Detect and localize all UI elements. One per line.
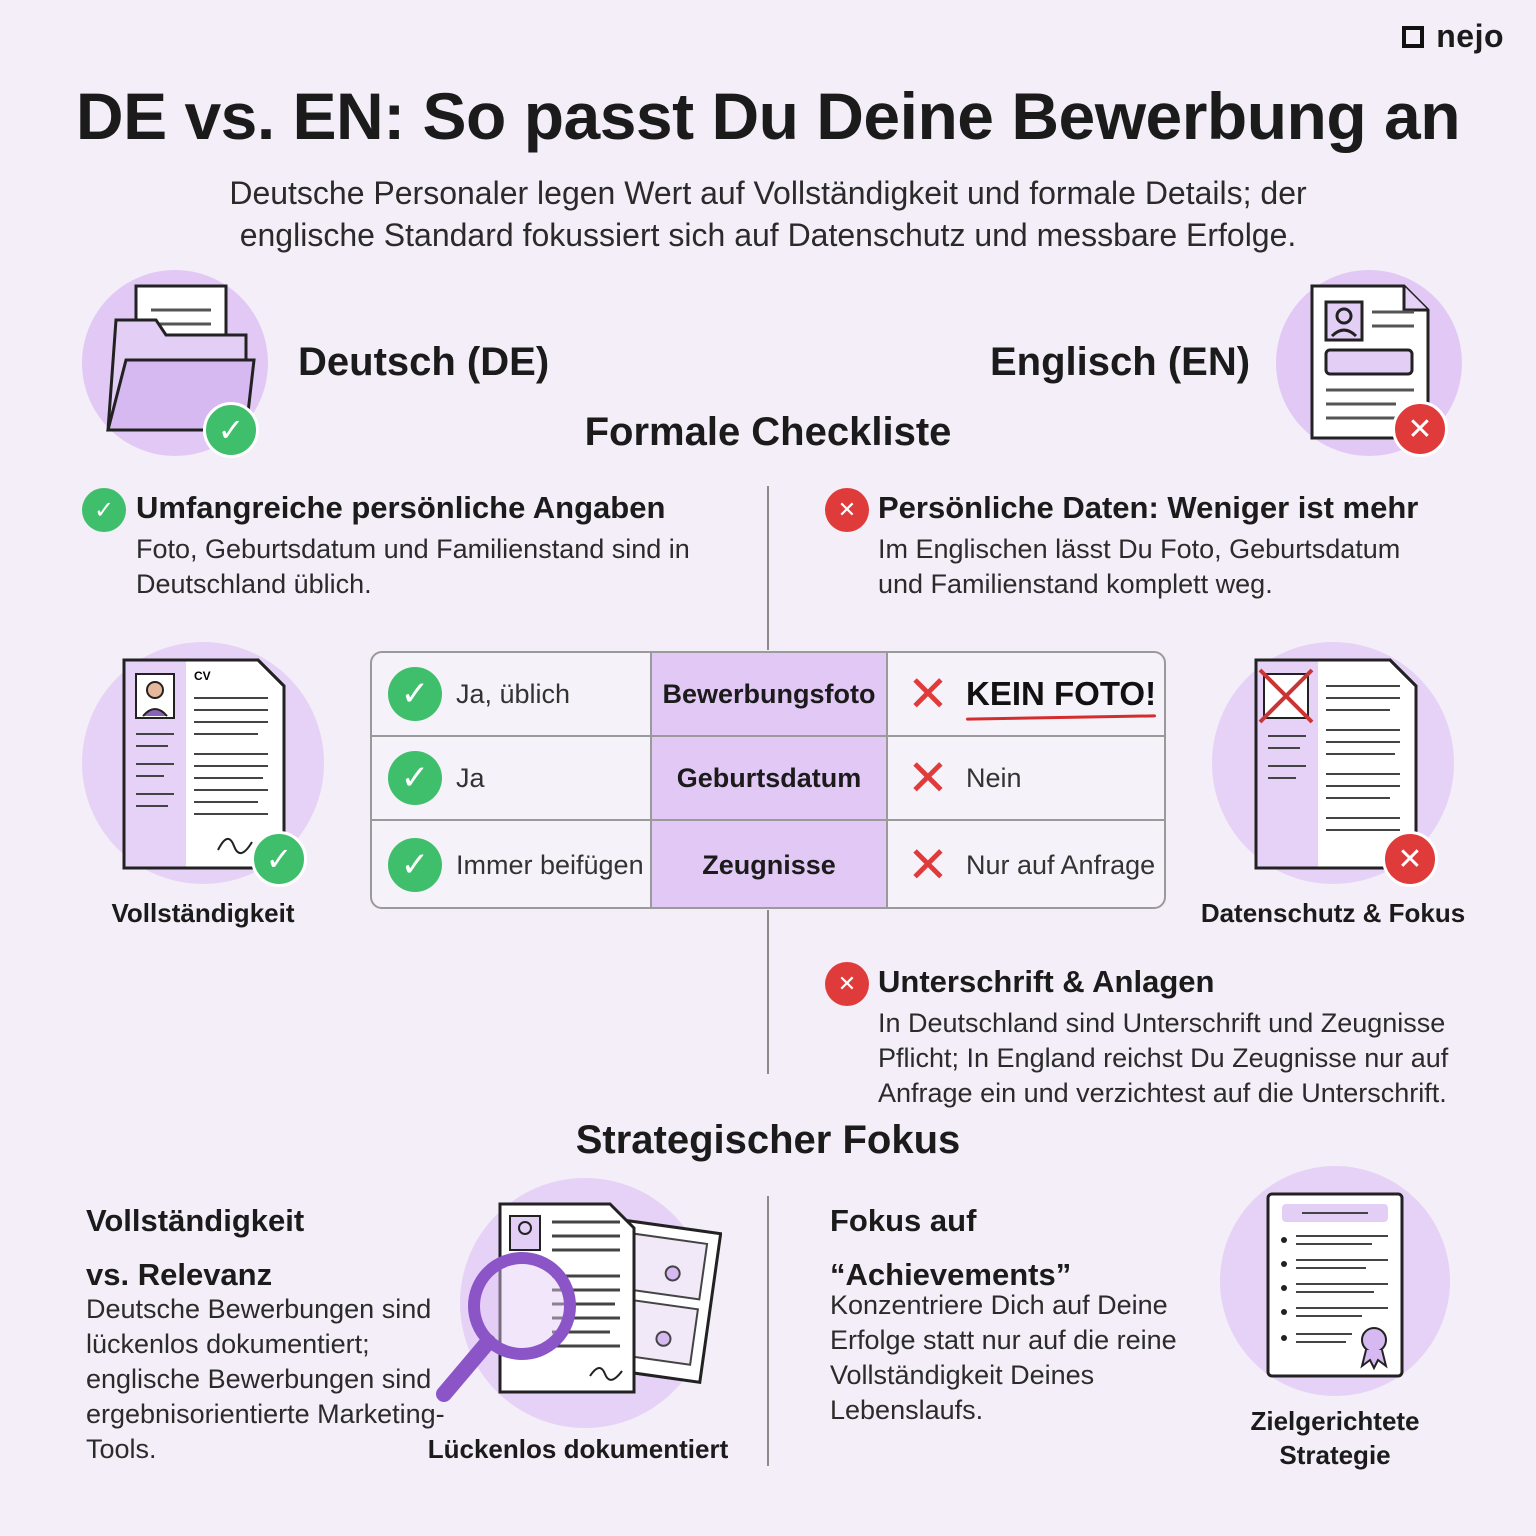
cross-icon: ✕ xyxy=(907,837,949,893)
table-cell-en xyxy=(888,821,1166,909)
caption-privacy: Datenschutz & Fokus xyxy=(1200,898,1466,928)
caption-goal-line: Zielgerichtete xyxy=(1250,1406,1420,1436)
section-heading-checklist: Formale Checkliste xyxy=(584,410,952,454)
table-row xyxy=(372,737,1166,821)
table-de-value: Immer beifügen xyxy=(456,849,644,880)
magnifier-documents-icon xyxy=(430,1196,722,1426)
check-icon: ✓ xyxy=(388,751,442,805)
table-cell-de xyxy=(372,653,652,735)
table-en-value: Nein xyxy=(966,762,1022,793)
table-criterion: Zeugnisse xyxy=(652,821,888,909)
caption-documented: Lückenlos dokumentiert xyxy=(427,1434,729,1464)
check-icon: ✓ xyxy=(388,838,442,892)
check-icon: ✓ xyxy=(82,488,126,532)
table-cell-de xyxy=(372,737,652,819)
column-heading-en: Englisch (EN) xyxy=(990,340,1251,384)
cross-icon: ✕ xyxy=(907,666,949,722)
cross-icon: ✕ xyxy=(1392,401,1448,457)
strategy-right-text: Konzentriere Dich auf Deine Erfolge statt nur auf die reine Vollständigkeit Deines Lebenslaufs. xyxy=(830,1290,1177,1425)
divider-top xyxy=(767,486,769,650)
signature-point-text: In Deutschland sind Unterschrift und Zeugnisse Pflicht; In England reichst Du Zeugnisse nur auf Anfrage ein und verzichtest auf die Unterschrift. xyxy=(878,1008,1449,1108)
column-heading-de: Deutsch (DE) xyxy=(298,340,550,384)
strategy-left-title-line: vs. Relevanz xyxy=(86,1257,273,1292)
cross-icon: ✕ xyxy=(825,962,869,1006)
table-row xyxy=(372,653,1166,737)
cross-icon: ✕ xyxy=(1382,831,1438,887)
comparison-table xyxy=(370,651,1166,909)
section-heading-strategy: Strategischer Fokus xyxy=(575,1118,961,1162)
page-title: DE vs. EN: So passt Du Deine Bewerbung an xyxy=(75,79,1461,153)
check-icon: ✓ xyxy=(251,831,307,887)
strategy-right-title-line: “Achievements” xyxy=(830,1257,1072,1292)
brand-logo xyxy=(1402,18,1504,55)
table-cell-en xyxy=(888,737,1166,819)
table-de-value: Ja xyxy=(456,762,485,793)
caption-completeness: Vollständigkeit xyxy=(111,898,295,928)
de-point-text: Foto, Geburtsdatum und Familienstand sind in Deutschland üblich. xyxy=(136,534,690,599)
strategy-right-title xyxy=(830,1202,1071,1294)
page-subtitle: Deutsche Personaler legen Wert auf Vollständigkeit und formale Details; der englische Standard fokussiert sich auf Datenschutz und messbare Erfolge. xyxy=(229,175,1307,253)
divider-bottom xyxy=(767,1196,769,1466)
strategy-left-title-line: Vollständigkeit xyxy=(86,1203,305,1238)
square-icon xyxy=(1402,26,1424,48)
check-icon: ✓ xyxy=(203,402,259,458)
table-de-value: Ja, üblich xyxy=(456,678,571,709)
caption-goal-line: Strategie xyxy=(1279,1440,1391,1470)
brand-name: nejo xyxy=(1436,18,1504,54)
table-criterion: Geburtsdatum xyxy=(652,737,888,819)
table-en-value: Nur auf Anfrage xyxy=(966,849,1156,880)
strategy-left-title xyxy=(86,1202,304,1294)
strategy-right-title-line: Fokus auf xyxy=(830,1203,977,1238)
table-row xyxy=(372,821,1166,909)
checklist-document-icon xyxy=(1262,1190,1408,1380)
table-cell-de xyxy=(372,821,652,909)
caption-goal xyxy=(1220,1404,1450,1472)
cross-icon: ✕ xyxy=(907,750,949,806)
divider-middle xyxy=(767,910,769,1074)
de-point-title: Umfangreiche persönliche Angaben xyxy=(136,490,666,525)
strategy-left-text: Deutsche Bewerbungen sind lückenlos dokumentiert; englische Bewerbungen sind ergebnisorientierte Marketing-Tools. xyxy=(86,1294,445,1464)
cv-label: CV xyxy=(194,669,211,683)
table-criterion: Bewerbungsfoto xyxy=(652,653,888,735)
table-cell-en xyxy=(888,653,1166,735)
table-en-value: KEIN FOTO! xyxy=(966,675,1157,712)
cross-icon: ✕ xyxy=(825,488,869,532)
signature-point-title: Unterschrift & Anlagen xyxy=(878,964,1215,999)
en-point-text: Im Englischen lässt Du Foto, Geburtsdatum und Familienstand komplett weg. xyxy=(878,534,1401,599)
en-point-title: Persönliche Daten: Weniger ist mehr xyxy=(878,490,1419,525)
check-icon: ✓ xyxy=(388,667,442,721)
